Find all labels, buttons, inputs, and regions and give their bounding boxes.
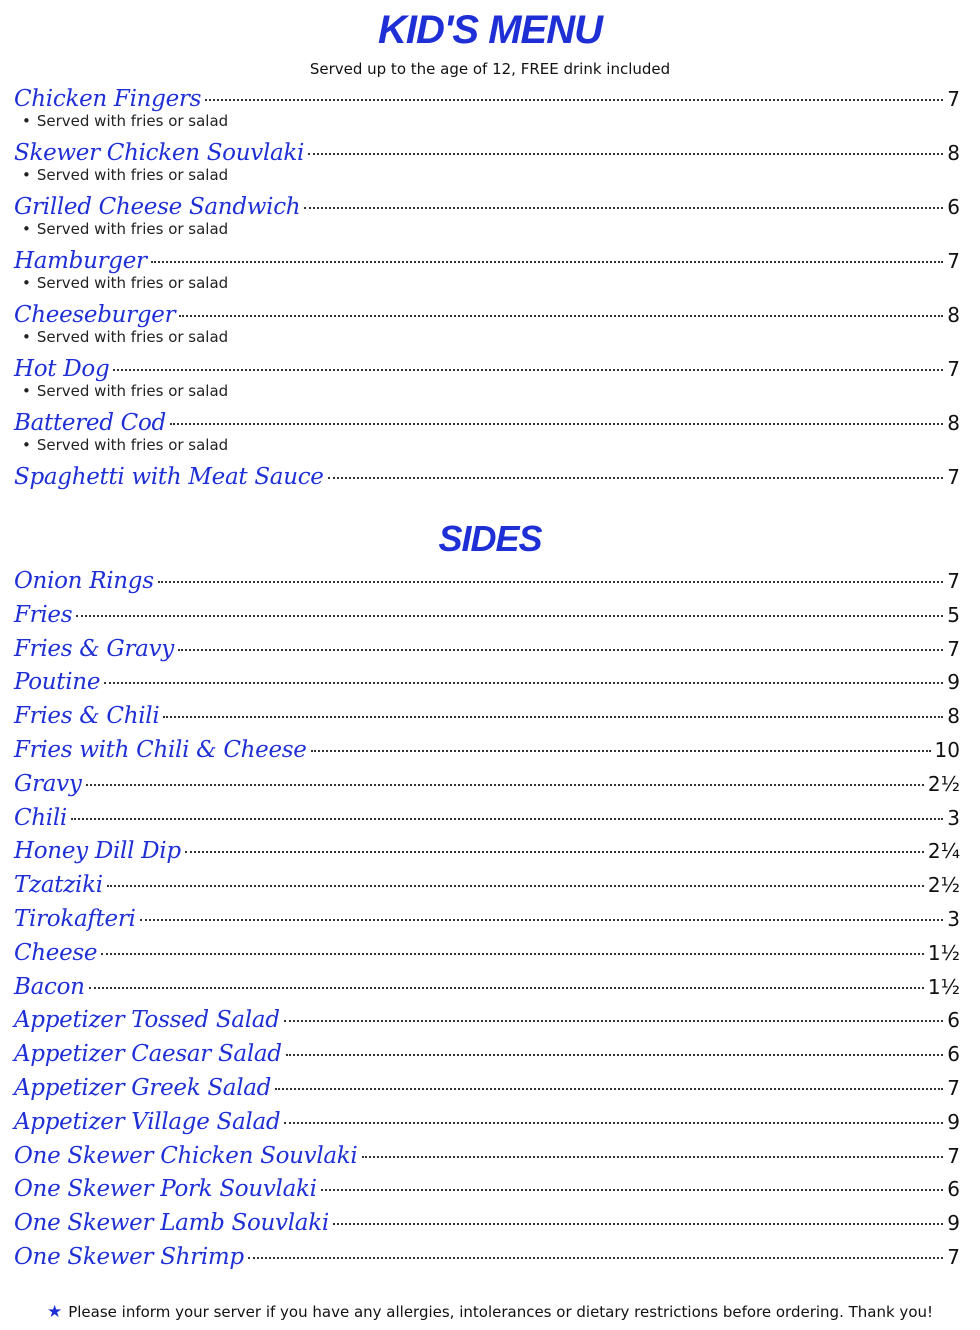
menu-item	[14, 86, 960, 140]
menu-item-name: Fries & Gravy	[14, 635, 174, 662]
dotted-leader	[304, 207, 943, 209]
menu-item-row	[14, 974, 960, 1000]
menu-item-description-text: Served with fries or salad	[36, 382, 229, 400]
bullet-icon: •	[22, 112, 31, 130]
menu-item-price: 7	[947, 569, 960, 593]
menu-item	[14, 1109, 960, 1143]
menu-item-name: Hamburger	[14, 248, 147, 274]
menu-item-row	[14, 669, 960, 695]
menu-item-row	[14, 906, 960, 932]
menu-item	[14, 464, 960, 518]
menu-item-price: 1½	[927, 974, 960, 999]
menu-item-price: 6	[947, 1042, 960, 1067]
menu-item-description	[22, 328, 960, 346]
menu-item-name: Gravy	[14, 770, 82, 797]
menu-item-price: 7	[947, 1143, 960, 1168]
menu-item-price: 3	[947, 805, 960, 830]
menu-item-description	[22, 112, 960, 130]
dotted-leader	[71, 818, 943, 820]
sides-list	[14, 568, 960, 1278]
menu-item-row	[14, 1075, 960, 1101]
menu-item-name: Battered Cod	[14, 410, 166, 436]
menu-item	[14, 771, 960, 805]
dotted-leader	[76, 615, 943, 617]
menu-item-name: Spaghetti with Meat Sauce	[14, 464, 324, 490]
menu-item-price: 2¼	[927, 839, 960, 864]
menu-item-row	[14, 302, 960, 328]
menu-item-price: 7	[947, 636, 960, 661]
menu-item-price: 1½	[927, 940, 960, 965]
menu-item-name: Fries with Chili & Cheese	[14, 736, 307, 763]
menu-item-row	[14, 464, 960, 490]
menu-item-price: 7	[947, 1075, 960, 1100]
menu-item	[14, 1143, 960, 1177]
menu-item-price: 9	[947, 670, 960, 695]
menu-item	[14, 906, 960, 940]
menu-item-row	[14, 1210, 960, 1236]
menu-item-name: Appetizer Tossed Salad	[14, 1007, 280, 1034]
dotted-leader	[170, 423, 943, 425]
menu-item-price: 2½	[927, 873, 960, 898]
dotted-leader	[286, 1054, 944, 1056]
menu-item-name: One Skewer Chicken Souvlaki	[14, 1142, 358, 1169]
dotted-leader	[328, 477, 944, 479]
menu-item-row	[14, 194, 960, 220]
menu-item	[14, 940, 960, 974]
menu-item-name: Appetizer Village Salad	[14, 1108, 281, 1135]
menu-item-row	[14, 1143, 960, 1169]
menu-item-row	[14, 140, 960, 166]
menu-item-description	[22, 382, 960, 400]
menu-item-name: Hot Dog	[14, 356, 110, 382]
menu-item	[14, 140, 960, 194]
dotted-leader	[333, 1223, 943, 1225]
menu-item-price: 6	[947, 1008, 960, 1033]
menu-item-price: 8	[947, 704, 960, 729]
menu-item	[14, 872, 960, 906]
dotted-leader	[104, 682, 943, 684]
menu-item-name: Appetizer Greek Salad	[14, 1074, 272, 1101]
menu-item-row	[14, 1109, 960, 1135]
allergy-notice	[0, 1302, 980, 1322]
menu-item	[14, 838, 960, 872]
dotted-leader	[275, 1088, 943, 1090]
menu-item	[14, 737, 960, 771]
menu-item	[14, 602, 960, 636]
menu-item-description-text: Served with fries or salad	[36, 166, 229, 184]
menu-item	[14, 636, 960, 670]
menu-item	[14, 1244, 960, 1278]
bullet-icon: •	[22, 166, 31, 184]
kids-menu-subtitle: Served up to the age of 12, FREE drink included	[309, 60, 671, 78]
menu-item-name: One Skewer Pork Souvlaki	[14, 1176, 317, 1203]
bullet-icon: •	[22, 382, 31, 400]
menu-item-description-text: Served with fries or salad	[36, 328, 229, 346]
menu-item-name: Bacon	[14, 973, 85, 1000]
menu-item-price: 6	[947, 195, 960, 219]
kids-menu-title: KID'S MENU	[378, 8, 602, 52]
menu-item-row	[14, 1007, 960, 1033]
dotted-leader	[107, 885, 924, 887]
menu-item-name: Honey Dill Dip	[14, 838, 181, 865]
menu-item	[14, 1007, 960, 1041]
menu-item-row	[14, 940, 960, 966]
menu-item-name: One Skewer Lamb Souvlaki	[14, 1210, 329, 1237]
menu-item	[14, 1210, 960, 1244]
menu-item	[14, 974, 960, 1008]
menu-item-row	[14, 805, 960, 831]
menu-item-name: Onion Rings	[14, 568, 154, 594]
dotted-leader	[140, 919, 944, 921]
menu-item-price: 5	[947, 602, 960, 627]
menu-item-row	[14, 737, 960, 763]
menu-item-price: 10	[934, 737, 960, 762]
dotted-leader	[113, 369, 943, 371]
menu-item-name: Chili	[14, 804, 67, 831]
menu-item-description	[22, 274, 960, 292]
menu-item-price: 7	[947, 249, 960, 273]
menu-item-price: 9	[947, 1109, 960, 1134]
dotted-leader	[89, 987, 924, 989]
bullet-icon: •	[22, 274, 31, 292]
menu-item	[14, 805, 960, 839]
menu-item-row	[14, 1244, 960, 1270]
menu-item-price: 9	[947, 1211, 960, 1236]
dotted-leader	[248, 1257, 943, 1259]
menu-item-price: 7	[947, 87, 960, 111]
menu-item	[14, 703, 960, 737]
menu-item-price: 8	[947, 141, 960, 165]
menu-item-name: Tzatziki	[14, 872, 103, 899]
dotted-leader	[284, 1122, 943, 1124]
menu-item	[14, 410, 960, 464]
menu-item-row	[14, 86, 960, 112]
menu-item	[14, 302, 960, 356]
menu-item-row	[14, 1041, 960, 1067]
menu-item	[14, 194, 960, 248]
menu-item-price: 7	[947, 465, 960, 489]
dotted-leader	[179, 315, 943, 317]
menu-item-row	[14, 1176, 960, 1202]
menu-item-description-text: Served with fries or salad	[36, 274, 229, 292]
menu-item-price: 7	[947, 357, 960, 381]
dotted-leader	[311, 750, 931, 752]
menu-item	[14, 669, 960, 703]
menu-item-name: One Skewer Shrimp	[14, 1243, 244, 1270]
menu-item-row	[14, 356, 960, 382]
sides-title: SIDES	[438, 518, 542, 559]
menu-item-description	[22, 220, 960, 238]
menu-item-name: Poutine	[14, 669, 101, 696]
menu-item-name: Chicken Fingers	[14, 86, 202, 112]
kids-menu-list	[14, 86, 960, 518]
menu-item-name: Fries	[14, 601, 73, 628]
menu-item	[14, 1075, 960, 1109]
menu-item-description-text: Served with fries or salad	[36, 112, 229, 130]
dotted-leader	[308, 153, 943, 155]
menu-item-price: 6	[947, 1177, 960, 1202]
menu-item-row	[14, 602, 960, 628]
dotted-leader	[178, 649, 943, 651]
menu-item-price: 3	[947, 906, 960, 931]
menu-item-row	[14, 838, 960, 864]
menu-item	[14, 1041, 960, 1075]
menu-item-name: Fries & Chili	[14, 703, 160, 730]
dotted-leader	[163, 716, 943, 718]
dotted-leader	[205, 99, 943, 101]
menu-item-row	[14, 248, 960, 274]
dotted-leader	[151, 261, 944, 263]
menu-item-name: Skewer Chicken Souvlaki	[14, 140, 305, 166]
menu-item-price: 2½	[927, 771, 960, 796]
menu-item	[14, 356, 960, 410]
menu-item-description-text: Served with fries or salad	[36, 436, 229, 454]
menu-item-name: Cheeseburger	[14, 302, 176, 328]
menu-item-name: Grilled Cheese Sandwich	[14, 194, 301, 220]
menu-item	[14, 1176, 960, 1210]
menu-item	[14, 248, 960, 302]
menu-item-name: Cheese	[14, 939, 98, 966]
menu-item-row	[14, 703, 960, 729]
menu-item-row	[14, 872, 960, 898]
menu-item-description-text: Served with fries or salad	[36, 220, 229, 238]
star-icon: ★	[46, 1302, 63, 1322]
dotted-leader	[185, 851, 924, 853]
bullet-icon: •	[22, 328, 31, 346]
dotted-leader	[284, 1020, 944, 1022]
allergy-notice-text: Please inform your server if you have any allergies, intolerances or dietary restrictions before ordering. Thank you!	[68, 1303, 934, 1321]
menu-item-row	[14, 636, 960, 662]
dotted-leader	[321, 1189, 944, 1191]
menu-item-row	[14, 771, 960, 797]
menu-item-name: Appetizer Caesar Salad	[14, 1041, 282, 1068]
menu-item-name: Tirokafteri	[14, 905, 136, 932]
bullet-icon: •	[22, 436, 31, 454]
bullet-icon: •	[22, 220, 31, 238]
dotted-leader	[158, 581, 944, 583]
menu-item-description	[22, 166, 960, 184]
menu-item-price: 8	[947, 303, 960, 327]
menu-item-price: 7	[947, 1244, 960, 1269]
dotted-leader	[362, 1156, 944, 1158]
dotted-leader	[101, 953, 924, 955]
menu-item-description	[22, 436, 960, 454]
menu-item	[14, 568, 960, 602]
menu-item-row	[14, 410, 960, 436]
menu-item-price: 8	[947, 411, 960, 435]
menu-item-row	[14, 568, 960, 594]
dotted-leader	[86, 784, 924, 786]
